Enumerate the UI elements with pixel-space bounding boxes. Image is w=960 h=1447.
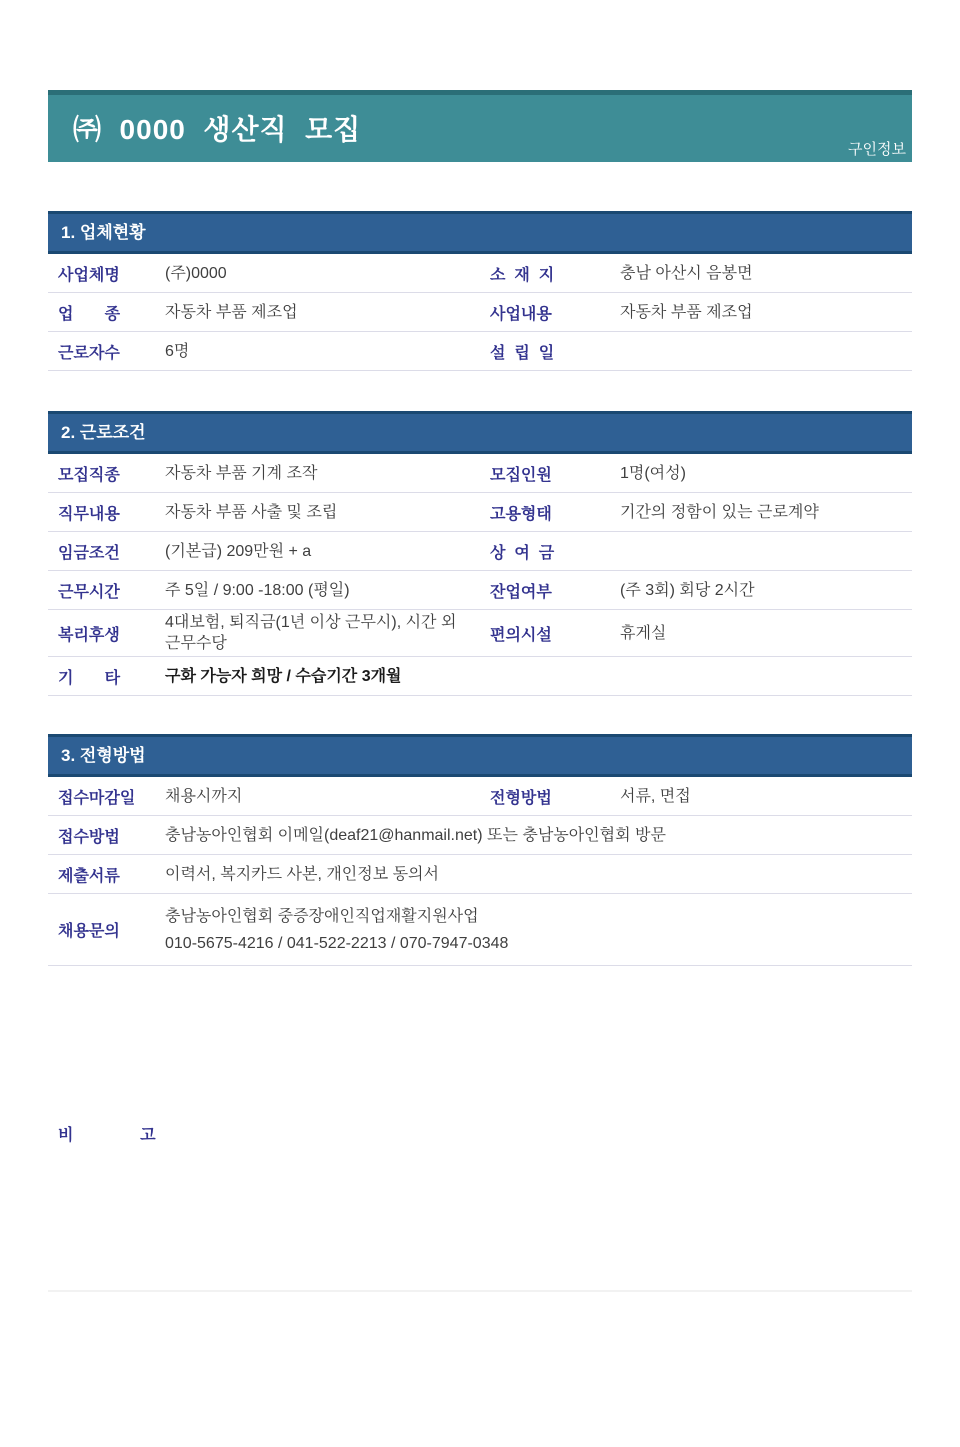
page-title: ㈜ 0000 생산직 모집 — [73, 114, 362, 145]
table-row — [48, 894, 912, 966]
table-row — [48, 493, 912, 532]
table-row — [48, 657, 912, 696]
field-label: 직무내용 — [58, 505, 120, 523]
table-row — [48, 777, 912, 816]
field-value: (주)0000 — [165, 264, 227, 282]
field-value: 이력서, 복지카드 사본, 개인정보 동의서 — [165, 865, 439, 883]
field-label: 설 립 일 — [490, 344, 555, 362]
field-value: 자동차 부품 제조업 — [620, 303, 753, 321]
table-row — [48, 610, 912, 657]
field-label: 복리후생 — [58, 626, 120, 644]
field-label: 채용문의 — [58, 923, 120, 940]
field-label: 접수마감일 — [58, 789, 136, 807]
doc-type-label: 구인정보 — [848, 141, 906, 158]
field-value: 자동차 부품 기계 조작 — [165, 464, 318, 482]
field-value: 구화 가능자 희망 / 수습기간 3개월 — [165, 667, 402, 685]
field-value: 휴게실 — [620, 624, 667, 642]
table-row — [48, 254, 912, 293]
remarks-label: 비 고 — [58, 1127, 156, 1144]
section-remarks — [48, 1122, 912, 1292]
field-label: 제출서류 — [58, 867, 120, 885]
field-label: 사업내용 — [490, 305, 552, 323]
field-label: 상 여 금 — [490, 544, 555, 562]
field-label: 근로자수 — [58, 344, 120, 362]
table-row — [48, 454, 912, 493]
field-label: 소 재 지 — [490, 266, 555, 284]
job-posting-banner — [48, 95, 912, 162]
table-row — [48, 571, 912, 610]
field-label: 사업체명 — [58, 266, 120, 284]
field-value: (기본급) 209만원 + a — [165, 542, 312, 560]
field-value: 자동차 부품 제조업 — [165, 303, 298, 321]
table-row — [48, 293, 912, 332]
section-application-method — [48, 734, 912, 966]
field-value: 4대보험, 퇴직금(1년 이상 근무시), 시간 외 근무수당 — [165, 614, 457, 652]
field-label: 고용형태 — [490, 505, 552, 523]
field-label: 잔업여부 — [490, 583, 552, 601]
field-label: 접수방법 — [58, 828, 120, 846]
field-value: 서류, 면접 — [620, 787, 691, 805]
field-label: 기 타 — [58, 669, 121, 687]
field-value: 6명 — [165, 342, 190, 360]
contact-phone-line: 010-5675-4216 / 041-522-2213 / 070-7947-0348 — [165, 934, 509, 952]
field-value: 자동차 부품 사출 및 조립 — [165, 503, 338, 521]
field-value — [165, 903, 912, 957]
field-label: 근무시간 — [58, 583, 120, 601]
table-row — [48, 332, 912, 371]
table-row — [48, 855, 912, 894]
document-body — [48, 90, 912, 1292]
field-value: (주 3회) 회당 2시간 — [620, 581, 755, 599]
section-title: 2. 근로조건 — [48, 411, 912, 454]
table-row — [48, 532, 912, 571]
field-value: 기간의 정함이 있는 근로계약 — [620, 503, 819, 521]
section-working-conditions — [48, 411, 912, 696]
field-label: 전형방법 — [490, 789, 552, 807]
section-title: 1. 업체현황 — [48, 211, 912, 254]
field-label: 업 종 — [58, 305, 121, 323]
field-label: 편의시설 — [490, 626, 552, 644]
field-label: 모집직종 — [58, 466, 120, 484]
table-row — [48, 816, 912, 855]
section-company-info — [48, 211, 912, 371]
field-value: 주 5일 / 9:00 -18:00 (평일) — [165, 581, 350, 599]
field-value: 1명(여성) — [620, 464, 686, 482]
field-label: 모집인원 — [490, 466, 552, 484]
field-value: 채용시까지 — [165, 787, 243, 805]
section-title: 3. 전형방법 — [48, 734, 912, 777]
field-value: 충남 아산시 음봉면 — [620, 264, 753, 282]
contact-org-line: 충남농아인협회 중증장애인직업재활지원사업 — [165, 907, 479, 925]
field-label: 임금조건 — [58, 544, 120, 562]
field-value: 충남농아인협회 이메일(deaf21@hanmail.net) 또는 충남농아인협회 방문 — [165, 826, 666, 844]
